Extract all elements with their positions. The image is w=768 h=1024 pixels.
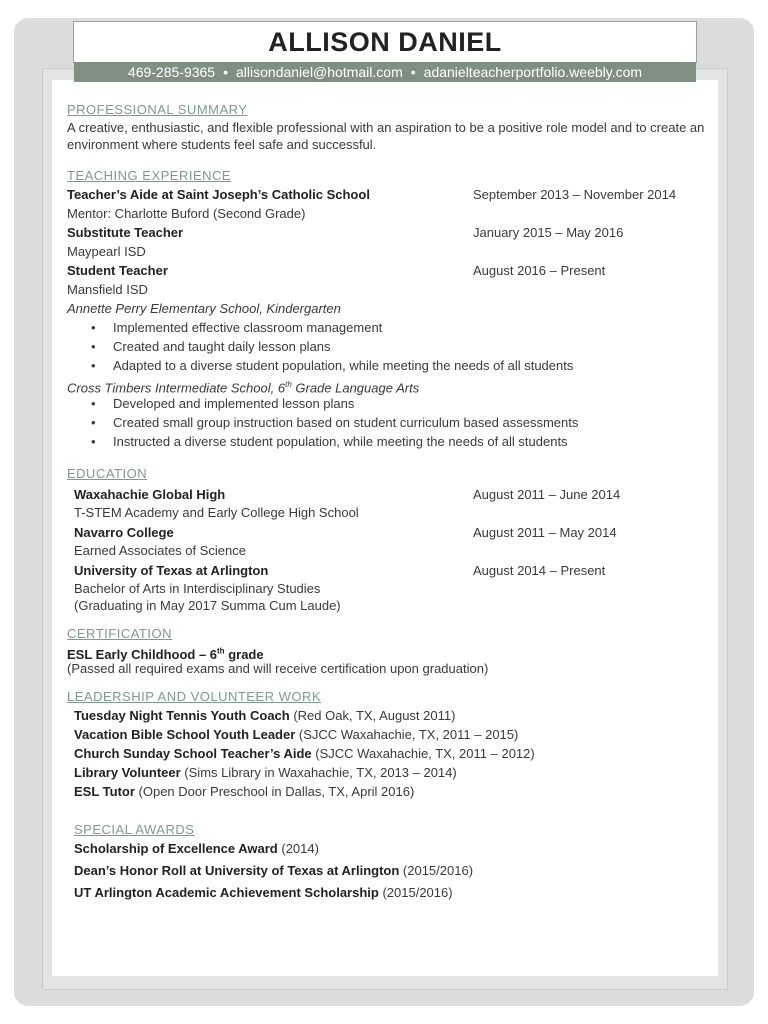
award-detail: (2015/2016) [399,863,474,878]
list-item [67,432,707,451]
list-item [67,782,707,801]
certification-name [67,643,707,663]
role-title: Library Volunteer [74,765,181,780]
award-name: Dean’s Honor Roll at University of Texas at Arlington [74,863,400,878]
job-entry [67,261,707,280]
list-item [67,744,707,763]
certification-detail: (Passed all required exams and will receive certification upon graduation) [67,661,489,676]
phone-number: 469-285-9365 [127,64,216,80]
job-date: January 2015 – May 2016 [473,225,624,240]
school-name-sup: th [285,380,292,389]
bullet-icon: • [91,415,96,430]
resume-name: ALLISON DANIEL [73,21,697,63]
award-detail: (2015/2016) [378,885,453,900]
resume-content [67,100,707,902]
section-title-education: EDUCATION [67,466,148,481]
job-detail: Maypearl ISD [67,244,146,259]
job-title: Teacher’s Aide at Saint Joseph’s Catholic School [67,187,370,202]
role-title: Tuesday Night Tennis Youth Coach [74,708,290,723]
list-item-text: Developed and implemented lesson plans [113,396,355,411]
education-entry [67,561,707,580]
list-item [67,725,707,744]
bullet-icon: • [91,320,96,335]
award-name: Scholarship of Excellence Award [74,841,278,856]
list-item-text: Instructed a diverse student population, while meeting the needs of all students [113,434,568,449]
contact-separator: • [223,64,228,80]
list-item [67,706,707,725]
school-name-text: Cross Timbers Intermediate School, 6 [67,380,286,396]
section-title-certification: CERTIFICATION [67,626,172,641]
list-item [67,763,707,782]
certification-text: grade [224,647,264,663]
education-date: August 2014 – Present [473,563,606,578]
list-item [67,337,707,356]
school-title: Waxahachie Global High [74,487,226,502]
list-item [67,318,707,337]
bullet-icon: • [91,434,96,449]
bullet-icon: • [91,339,96,354]
role-title: Vacation Bible School Youth Leader [74,727,296,742]
education-entry [67,523,707,542]
role-detail: (Red Oak, TX, August 2011) [289,708,456,723]
list-item-text: Adapted to a diverse student population, while meeting the needs of all students [113,358,574,373]
bullet-icon: • [91,396,96,411]
contact-separator: • [410,64,416,80]
list-item [67,883,707,902]
bullet-icon: • [91,358,96,373]
school-title: University of Texas at Arlington [74,563,269,578]
role-title: Church Sunday School Teacher’s Aide [74,746,312,761]
education-detail: Earned Associates of Science [74,543,246,558]
role-detail: (SJCC Waxahachie, TX, 2011 – 2012) [311,746,535,761]
school-name: Annette Perry Elementary School, Kindergarten [67,301,341,316]
role-detail: (Open Door Preschool in Dallas, TX, April 2016) [134,784,415,799]
certification-sup: th [217,647,225,656]
school-name [67,375,707,394]
role-detail: (Sims Library in Waxahachie, TX, 2013 – 2014) [180,765,457,780]
job-entry [67,185,707,204]
section-title-leadership: LEADERSHIP AND VOLUNTEER WORK [67,689,322,704]
education-detail: (Graduating in May 2017 Summa Cum Laude) [74,598,341,613]
list-item-text: Implemented effective classroom management [113,320,383,335]
summary-text: A creative, enthusiastic, and flexible professional with an aspiration to be a positive role model and to create an environment where students feel safe and successful. [67,120,705,152]
list-item [67,413,707,432]
list-item [67,394,707,413]
list-item [67,839,707,858]
role-detail: (SJCC Waxahachie, TX, 2011 – 2015) [295,727,519,742]
job-detail: Mansfield ISD [67,282,148,297]
school-title: Navarro College [74,525,174,540]
education-date: August 2011 – May 2014 [473,525,617,540]
list-item [67,356,707,375]
education-detail: T-STEM Academy and Early College High School [74,505,359,520]
portfolio-website: adanielteacherportfolio.weebly.com [423,64,643,80]
education-date: August 2011 – June 2014 [473,487,621,502]
certification-text: ESL Early Childhood – 6 [67,647,218,663]
education-detail: Bachelor of Arts in Interdisciplinary Studies [74,581,321,596]
list-item [67,861,707,880]
role-title: ESL Tutor [74,784,135,799]
section-title-teaching: TEACHING EXPERIENCE [67,168,232,183]
award-name: UT Arlington Academic Achievement Scholarship [74,885,379,900]
job-date: August 2016 – Present [473,263,606,278]
job-entry [67,223,707,242]
school-name-text: Grade Language Arts [291,380,420,396]
contact-bar [74,62,696,82]
job-date: September 2013 – November 2014 [473,187,677,202]
list-item-text: Created small group instruction based on student curriculum based assessments [113,415,579,430]
list-item-text: Created and taught daily lesson plans [113,339,331,354]
job-title: Student Teacher [67,263,168,278]
education-entry [67,485,707,504]
section-title-summary: PROFESSIONAL SUMMARY [67,102,248,117]
email-address: allisondaniel@hotmail.com [236,64,403,80]
award-detail: (2014) [277,841,319,856]
section-title-awards: SPECIAL AWARDS [74,822,195,837]
job-title: Substitute Teacher [67,225,184,240]
job-detail: Mentor: Charlotte Buford (Second Grade) [67,206,306,221]
